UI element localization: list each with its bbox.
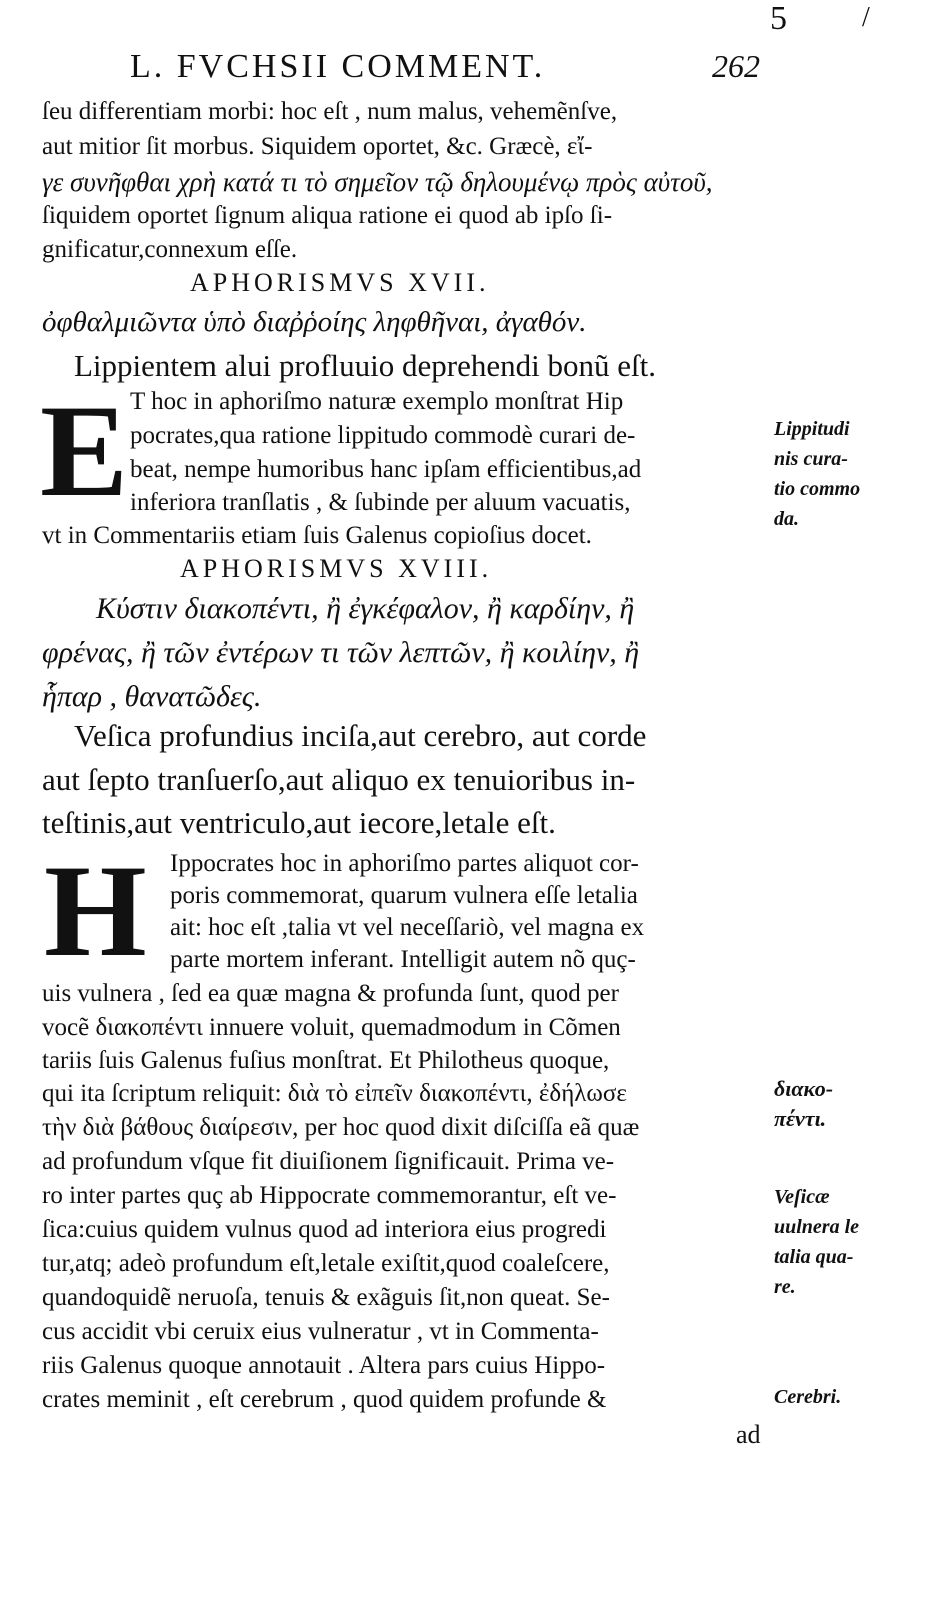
margin-note-lippitudo	[774, 414, 860, 534]
aphorism-greek-18: ἧπαρ , θανατῶδες.	[42, 680, 262, 713]
margin-note-line: da.	[774, 508, 799, 530]
margin-note-line: uulnera le	[774, 1216, 860, 1238]
margin-note-diakopenti	[774, 1074, 833, 1134]
text-line: vocẽ διακοπέντι innuere voluit, quemadmodum in Cõmen	[42, 1014, 621, 1041]
aphorism-latin-17: Lippientem alui profluuio deprehendi bonũ eſt.	[74, 348, 656, 383]
catchword: ad	[736, 1420, 761, 1449]
text-line: gnificatur,connexum eſſe.	[42, 236, 298, 263]
aphorism-latin-18: Veſica profundius inciſa,aut cerebro, aut corde	[74, 718, 647, 753]
margin-note-line: nis cura-	[774, 448, 848, 470]
aphorism-greek-18: φρένας, ἢ τῶν ἐντέρων τι τῶν λεπτῶν, ἢ κοιλίην, ἢ	[42, 636, 640, 669]
text-line: ſica:cuius quidem vulnus quod ad interiora eius progredi	[42, 1216, 607, 1243]
margin-note-vesicae	[774, 1182, 859, 1302]
text-line: riis Galenus quoque annotauit . Altera pars cuius Hippo-	[42, 1352, 606, 1379]
margin-note-line: talia qua-	[774, 1246, 854, 1268]
aphorism-latin-18: teſtinis,aut ventriculo,aut iecore,letale eſt.	[42, 805, 556, 840]
text-line: crates meminit , eſt cerebrum , quod quidem profunde &	[42, 1386, 607, 1413]
margin-note-line: tio commo	[774, 478, 861, 500]
aphorism-greek-17: ὀφθαλμιῶντα ὑπὸ διαῤῥοίης ληφθῆναι, ἀγαθόν.	[42, 306, 587, 338]
margin-note-line: διακο-	[774, 1076, 834, 1101]
margin-note-line: re.	[774, 1276, 796, 1298]
folio-mark: 5	[770, 0, 787, 37]
aphorism-greek-18: Κύστιν διακοπέντι, ἢ ἐγκέφαλον, ἢ καρδίην, ἢ	[96, 592, 635, 625]
text-line: tariis ſuis Galenus fuſius monſtrat. Et Philotheus quoque,	[42, 1047, 610, 1074]
corner-stroke: /	[862, 2, 870, 33]
margin-note-line: πέντι.	[774, 1106, 827, 1131]
greek-line: γε συνῆφθαι χρὴ κατά τι τὸ σημεῖον τῷ δηλουμένῳ πρὸς αὐτοῦ,	[42, 167, 713, 197]
aphorism-latin-18: aut ſepto tranſuerſo,aut aliquo ex tenuioribus in-	[42, 762, 636, 797]
text-line: ro inter partes quç ab Hippocrate commemorantur, eſt ve-	[42, 1182, 617, 1209]
text-line: inferiora tranſlatis , & ſubinde per aluum vacuatis,	[130, 489, 631, 516]
aphorism-heading-18: APHORISMVS XVIII.	[180, 554, 493, 583]
text-line: uis vulnera , ſed ea quæ magna & profunda ſunt, quod per	[42, 980, 619, 1007]
text-line: ait: hoc eſt ,talia vt vel neceſſariò, vel magna ex	[170, 914, 645, 941]
text-line: T hoc in aphoriſmo naturæ exemplo monſtrat Hip	[130, 388, 624, 415]
text-line: qui ita ſcriptum reliquit: διὰ τὸ εἰπεῖν διακοπέντι, ἐδήλωσε	[42, 1080, 627, 1107]
page-number: 262	[712, 48, 760, 84]
dropcap-h: H	[44, 837, 147, 984]
text-line: ſiquidem oportet ſignum aliqua ratione ei quod ab ipſo ſi-	[42, 202, 613, 229]
text-line: vt in Commentariis etiam ſuis Galenus copioſius docet.	[42, 522, 592, 549]
text-line: tur,atq; adeò profundum eſt,letale exiſtit,quod coaleſcere,	[42, 1250, 610, 1277]
text-line: Ippocrates hoc in aphoriſmo partes aliquot cor-	[170, 850, 639, 877]
text-line: ad profundum vſque fit diuiſionem ſignificauit. Prima ve-	[42, 1148, 615, 1175]
margin-note-line: Veſicæ	[774, 1186, 830, 1208]
text-line: beat, nempe humoribus hanc ipſam efficientibus,ad	[130, 456, 642, 483]
text-line: aut mitior ſit morbus. Siquidem oportet, &c. Græcè, εἴ-	[42, 133, 593, 160]
text-line: pocrates,qua ratione lippitudo commodè curari de-	[130, 422, 636, 449]
margin-note-line: Lippitudi	[774, 418, 850, 440]
running-head: L. FVCHSII COMMENT.	[130, 48, 546, 85]
text-line: quandoquidẽ neruoſa, tenuis & exãguis ſit,non queat. Se-	[42, 1284, 610, 1311]
dropcap-e: E	[40, 377, 129, 524]
text-line: poris commemorat, quarum vulnera eſſe letalia	[170, 882, 638, 909]
margin-note-cerebri: Cerebri.	[774, 1386, 842, 1408]
text-line: parte mortem inferant. Intelligit autem nõ quç-	[170, 946, 636, 973]
text-line: cus accidit vbi ceruix eius vulneratur , vt in Commenta-	[42, 1318, 599, 1345]
aphorism-heading-17: APHORISMVS XVII.	[190, 268, 490, 297]
text-line: ſeu differentiam morbi: hoc eſt , num malus, vehemẽnſve,	[42, 98, 618, 125]
text-line: τὴν διὰ βάθους διαίρεσιν, per hoc quod dixit diſciſſa eã quæ	[42, 1114, 640, 1141]
